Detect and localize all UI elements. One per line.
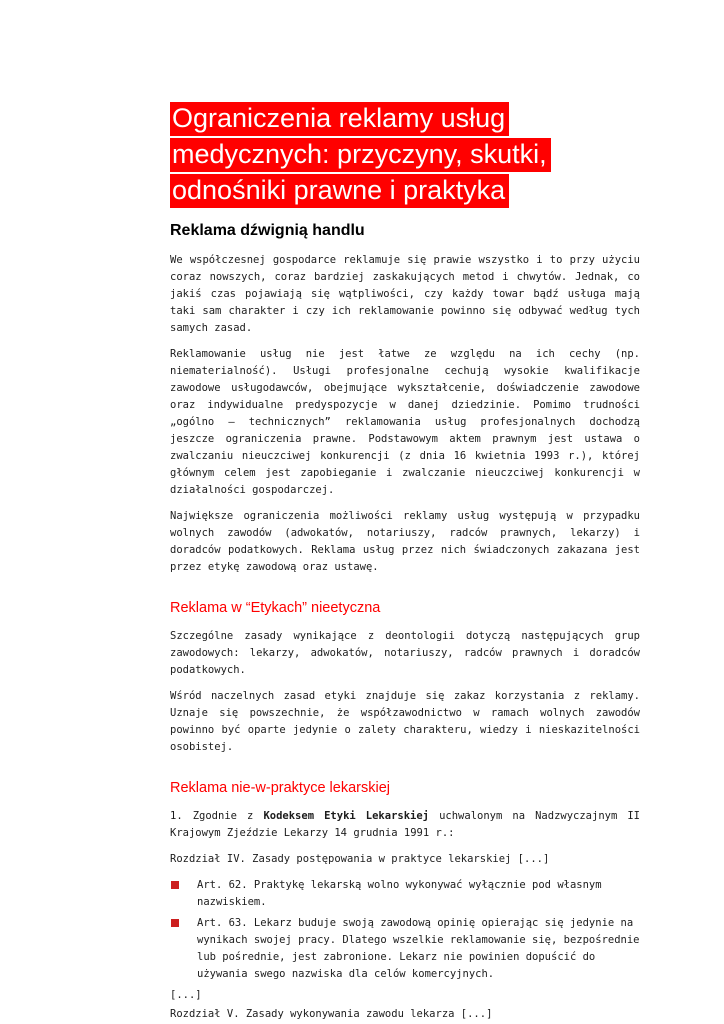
bullet-text: Art. 63. Lekarz buduje swoją zawodową opinię opierając się jedynie na wynikach swojej pracy. Dlatego wszelkie reklamowanie się, bezpośrednie lub pośrednie, jest zabronione. Lekarz nie powinien dopuścić do używania swego nazwiska dla celów komercyjnych.: [197, 917, 640, 980]
section-heading-main: Reklama dźwignią handlu: [170, 222, 365, 239]
paragraph: Reklamowanie usług nie jest łatwe ze względu na ich cechy (np. niematerialność). Usługi profesjonalne cechują wysokie kwalifikacje zawodowe usługodawców, obejmujące wykształcenie, doświadczenie zawodowe oraz indywidualne predyspozycje w danej dziedzinie. Pomimo trudności „ogólno – technicznych” reklamowania usług profesjonalnych dochodzą jeszcze ograniczenia prawne. Podstawowym aktem prawnym jest ustawa o zwalczaniu nieuczciwej konkurencji (z dnia 16 kwietnia 1993 r.), której głównym celem jest zapobieganie i zwalczanie nieuczciwej konkurencji w działalności gospodarczej.: [170, 348, 640, 496]
title-line-text: medycznych: przyczyny, skutki,: [170, 138, 551, 172]
bullet-item: [170, 915, 640, 983]
bullet-square-icon: [171, 919, 179, 927]
title-line: [170, 136, 640, 172]
red-subheading-ethics: Reklama w “Etykach” nieetyczna: [170, 600, 381, 616]
ellipsis-line: [...]: [170, 989, 202, 1001]
bullet-list: [170, 877, 640, 983]
title-line: [170, 100, 640, 136]
title-line: [170, 172, 640, 208]
intro-prefix: 1. Zgodnie z: [170, 810, 264, 822]
bullet-item: [170, 877, 640, 911]
chapter-line-iv: Rozdział IV. Zasady postępowania w praktyce lekarskiej [...]: [170, 853, 550, 865]
chapter-line-v: Rozdział V. Zasady wykonywania zawodu lekarza [...]: [170, 1008, 493, 1020]
paragraph: We współczesnej gospodarce reklamuje się prawie wszystko i to przy użyciu coraz nowszych, coraz bardziej zaskakujących metod i chwytów. Jednak, co jakiś czas pojawiają się wątpliwości, czy każdy towar bądź usługa mają taki sam charakter i czy ich reklamowanie powinno się odbywać według tych samych zasad.: [170, 254, 640, 334]
paragraph: Wśród naczelnych zasad etyki znajduje się zakaz korzystania z reklamy. Uznaje się powszechnie, że współzawodnictwo w ramach wolnych zawodów powinno być oparte jedynie o zalety charakteru, wiedzy i nieskazitelności osobistej.: [170, 690, 640, 753]
document-title: [170, 100, 640, 208]
paragraph-intro: [170, 808, 640, 842]
paragraph: Największe ograniczenia możliwości reklamy usług występują w przypadku wolnych zawodów (adwokatów, notariuszy, radców prawnych, lekarzy) i doradców podatkowych. Reklama usług przez nich świadczonych zakazana jest przez etykę zawodową oraz ustawę.: [170, 510, 640, 573]
intro-suffix: uchwalonym na Nadzwyczajnym II Krajowym Zjeździe Lekarzy 14 grudnia 1991 r.:: [170, 810, 641, 839]
paragraph: Szczególne zasady wynikające z deontologii dotyczą następujących grup zawodowych: lekarzy, adwokatów, notariuszy, radców prawnych i doradców podatkowych.: [170, 630, 640, 676]
title-line-text: odnośniki prawne i praktyka: [170, 174, 509, 208]
bold-term-code-of-ethics: Kodeksem Etyki Lekarskiej: [263, 810, 430, 822]
bullet-text: Art. 62. Praktykę lekarską wolno wykonywać wyłącznie pod własnym nazwiskiem.: [197, 879, 602, 908]
red-subheading-medical-practice: Reklama nie-w-praktyce lekarskiej: [170, 780, 390, 796]
title-line-text: Ograniczenia reklamy usług: [170, 102, 509, 136]
bullet-square-icon: [171, 881, 179, 889]
